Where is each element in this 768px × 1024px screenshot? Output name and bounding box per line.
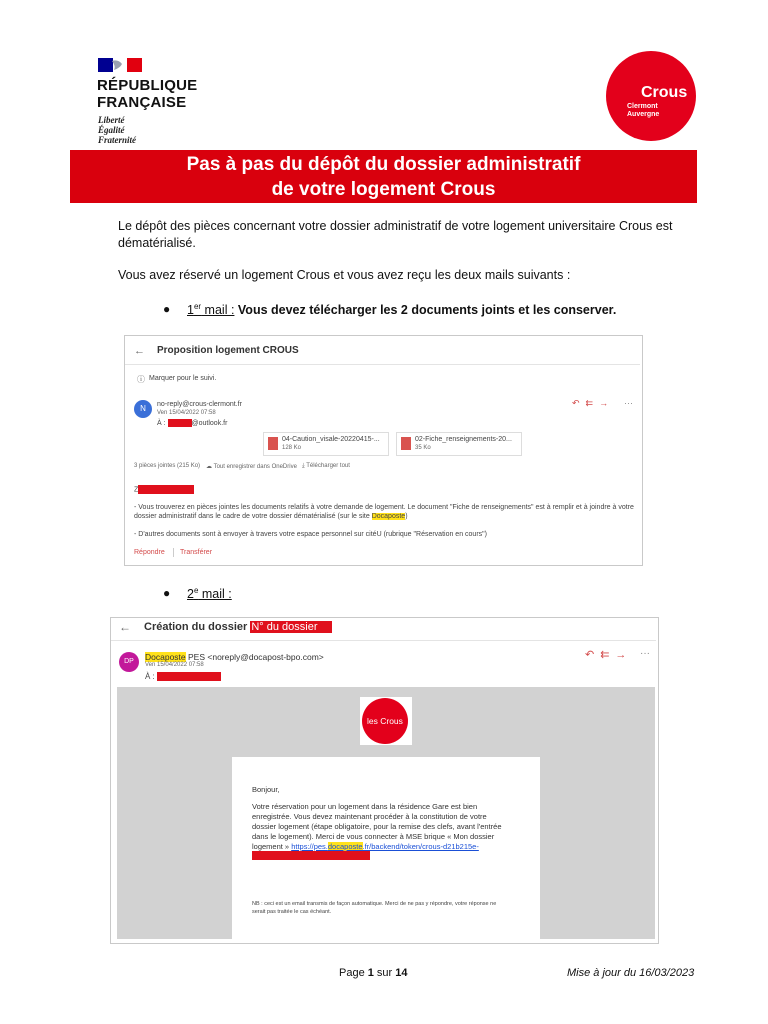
download-all-link[interactable]: ⤓ Télécharger tout: [302, 463, 350, 469]
email1-from: no-reply@crous-clermont.fr: [157, 401, 242, 408]
email2-subject: Création du dossier N° du dossier: [144, 621, 332, 633]
sender-avatar: DP: [119, 652, 139, 672]
redacted-block: [252, 851, 370, 860]
email2-greeting: Bonjour,: [252, 785, 280, 794]
mail1-label: 1er mail : Vous devez télécharger les 2 documents joints et les conserver.: [187, 302, 617, 318]
email1-greeting: Z: [134, 485, 194, 494]
email1-date: Ven 15/04/2022 07:58: [157, 410, 216, 416]
republique-motto: Liberté Égalité Fraternité: [98, 115, 137, 145]
attachments-summary: 3 pièces jointes (215 Ko): [134, 463, 201, 469]
dossier-link[interactable]: https://pes.docaposte.fr/backend/token/crous-d21b215e-: [291, 842, 479, 851]
intro-paragraph-1: Le dépôt des pièces concernant votre dossier administratif de votre logement universitaire Crous est dématérialisé.: [118, 219, 673, 250]
bullet-icon: ●: [163, 586, 171, 600]
email2-date: Ven 15/04/2022 07:58: [145, 662, 204, 668]
intro-paragraph-2: Vous avez réservé un logement Crous et vous avez reçu les deux mails suivants :: [118, 268, 571, 282]
update-date: Mise à jour du 16/03/2023: [567, 967, 695, 979]
email1-body-2: - D'autres documents sont à envoyer à travers votre espace personnel sur citéU (rubrique "Réservation en cours"): [134, 531, 487, 538]
email2-reply-actions[interactable]: ↶⇇→: [585, 649, 633, 661]
email1-body-1: - Vous trouverez en pièces jointes les documents relatifs à votre demande de logement. Le document "Fiche de renseignements" est à remplir et à joindre à votre dossier administratif dans le cadre de votre dossier dématérialisé (sur le site Docaposte): [134, 504, 634, 520]
email1-subject: Proposition logement CROUS: [157, 345, 299, 356]
bullet-icon: ●: [163, 302, 171, 316]
forward-button[interactable]: Transférer: [180, 549, 213, 556]
email1-reply-actions[interactable]: ↶⇇→: [572, 398, 615, 408]
sender-avatar: N: [134, 400, 152, 418]
email1-to: À : @outlook.fr: [157, 419, 228, 427]
save-onedrive-link[interactable]: ☁ Tout enregistrer dans OneDrive: [206, 464, 297, 470]
marianne-logo: [98, 58, 142, 72]
redacted-block: [138, 485, 194, 494]
pdf-icon: [401, 437, 411, 450]
page-title: Pas à pas du dépôt du dossier administratif de votre logement Crous: [70, 150, 697, 203]
reply-button[interactable]: Répondre: [134, 549, 165, 556]
flag-followup-text[interactable]: Marquer pour le suivi.: [149, 375, 217, 382]
mail2-label: 2e mail :: [187, 586, 232, 602]
flag-icon[interactable]: ⓘ: [137, 375, 145, 384]
email2-from: Docaposte PES <noreply@docapost-bpo.com>: [145, 652, 324, 662]
more-icon[interactable]: ···: [624, 398, 633, 408]
republique-francaise-name: RÉPUBLIQUE FRANÇAISE: [97, 77, 198, 111]
more-icon[interactable]: ···: [640, 648, 650, 659]
divider: [173, 548, 174, 557]
page-number: Page 1 sur 14: [339, 967, 408, 979]
redacted-block: [168, 419, 192, 427]
email2-to: À :: [145, 672, 221, 681]
back-arrow-icon[interactable]: ←: [134, 345, 145, 357]
email2-body: Votre réservation pour un logement dans la résidence Gare est bien enregistrée. Vous devez maintenant procéder à la constitution de votre dossier logement (étape obligatoire, pour la remise des clefs, avant l'entrée dans le logement). Merci de vous connecter à MSE brique « Mon dossier logement » https://pes.docaposte.fr/backend/token/crous-d21b215e-: [252, 802, 502, 851]
back-arrow-icon[interactable]: ←: [119, 620, 131, 634]
email2-nb: NB : ceci est un email transmis de façon automatique. Merci de ne pas y répondre, votre réponse ne serait pas traitée le cas échéant.: [252, 901, 497, 915]
attachment-2[interactable]: 02-Fiche_renseignements-20... 35 Ko: [396, 432, 522, 456]
redacted-block: [157, 672, 221, 681]
pdf-icon: [268, 437, 278, 450]
divider: [125, 364, 640, 365]
crous-logo-text: Crous: [641, 84, 688, 101]
divider: [111, 640, 656, 641]
crous-logo-region: Clermont Auvergne: [627, 103, 660, 118]
attachment-1[interactable]: 04-Caution_visale-20220415-... 128 Ko: [263, 432, 389, 456]
les-crous-logo-text: les Crous: [367, 716, 403, 726]
